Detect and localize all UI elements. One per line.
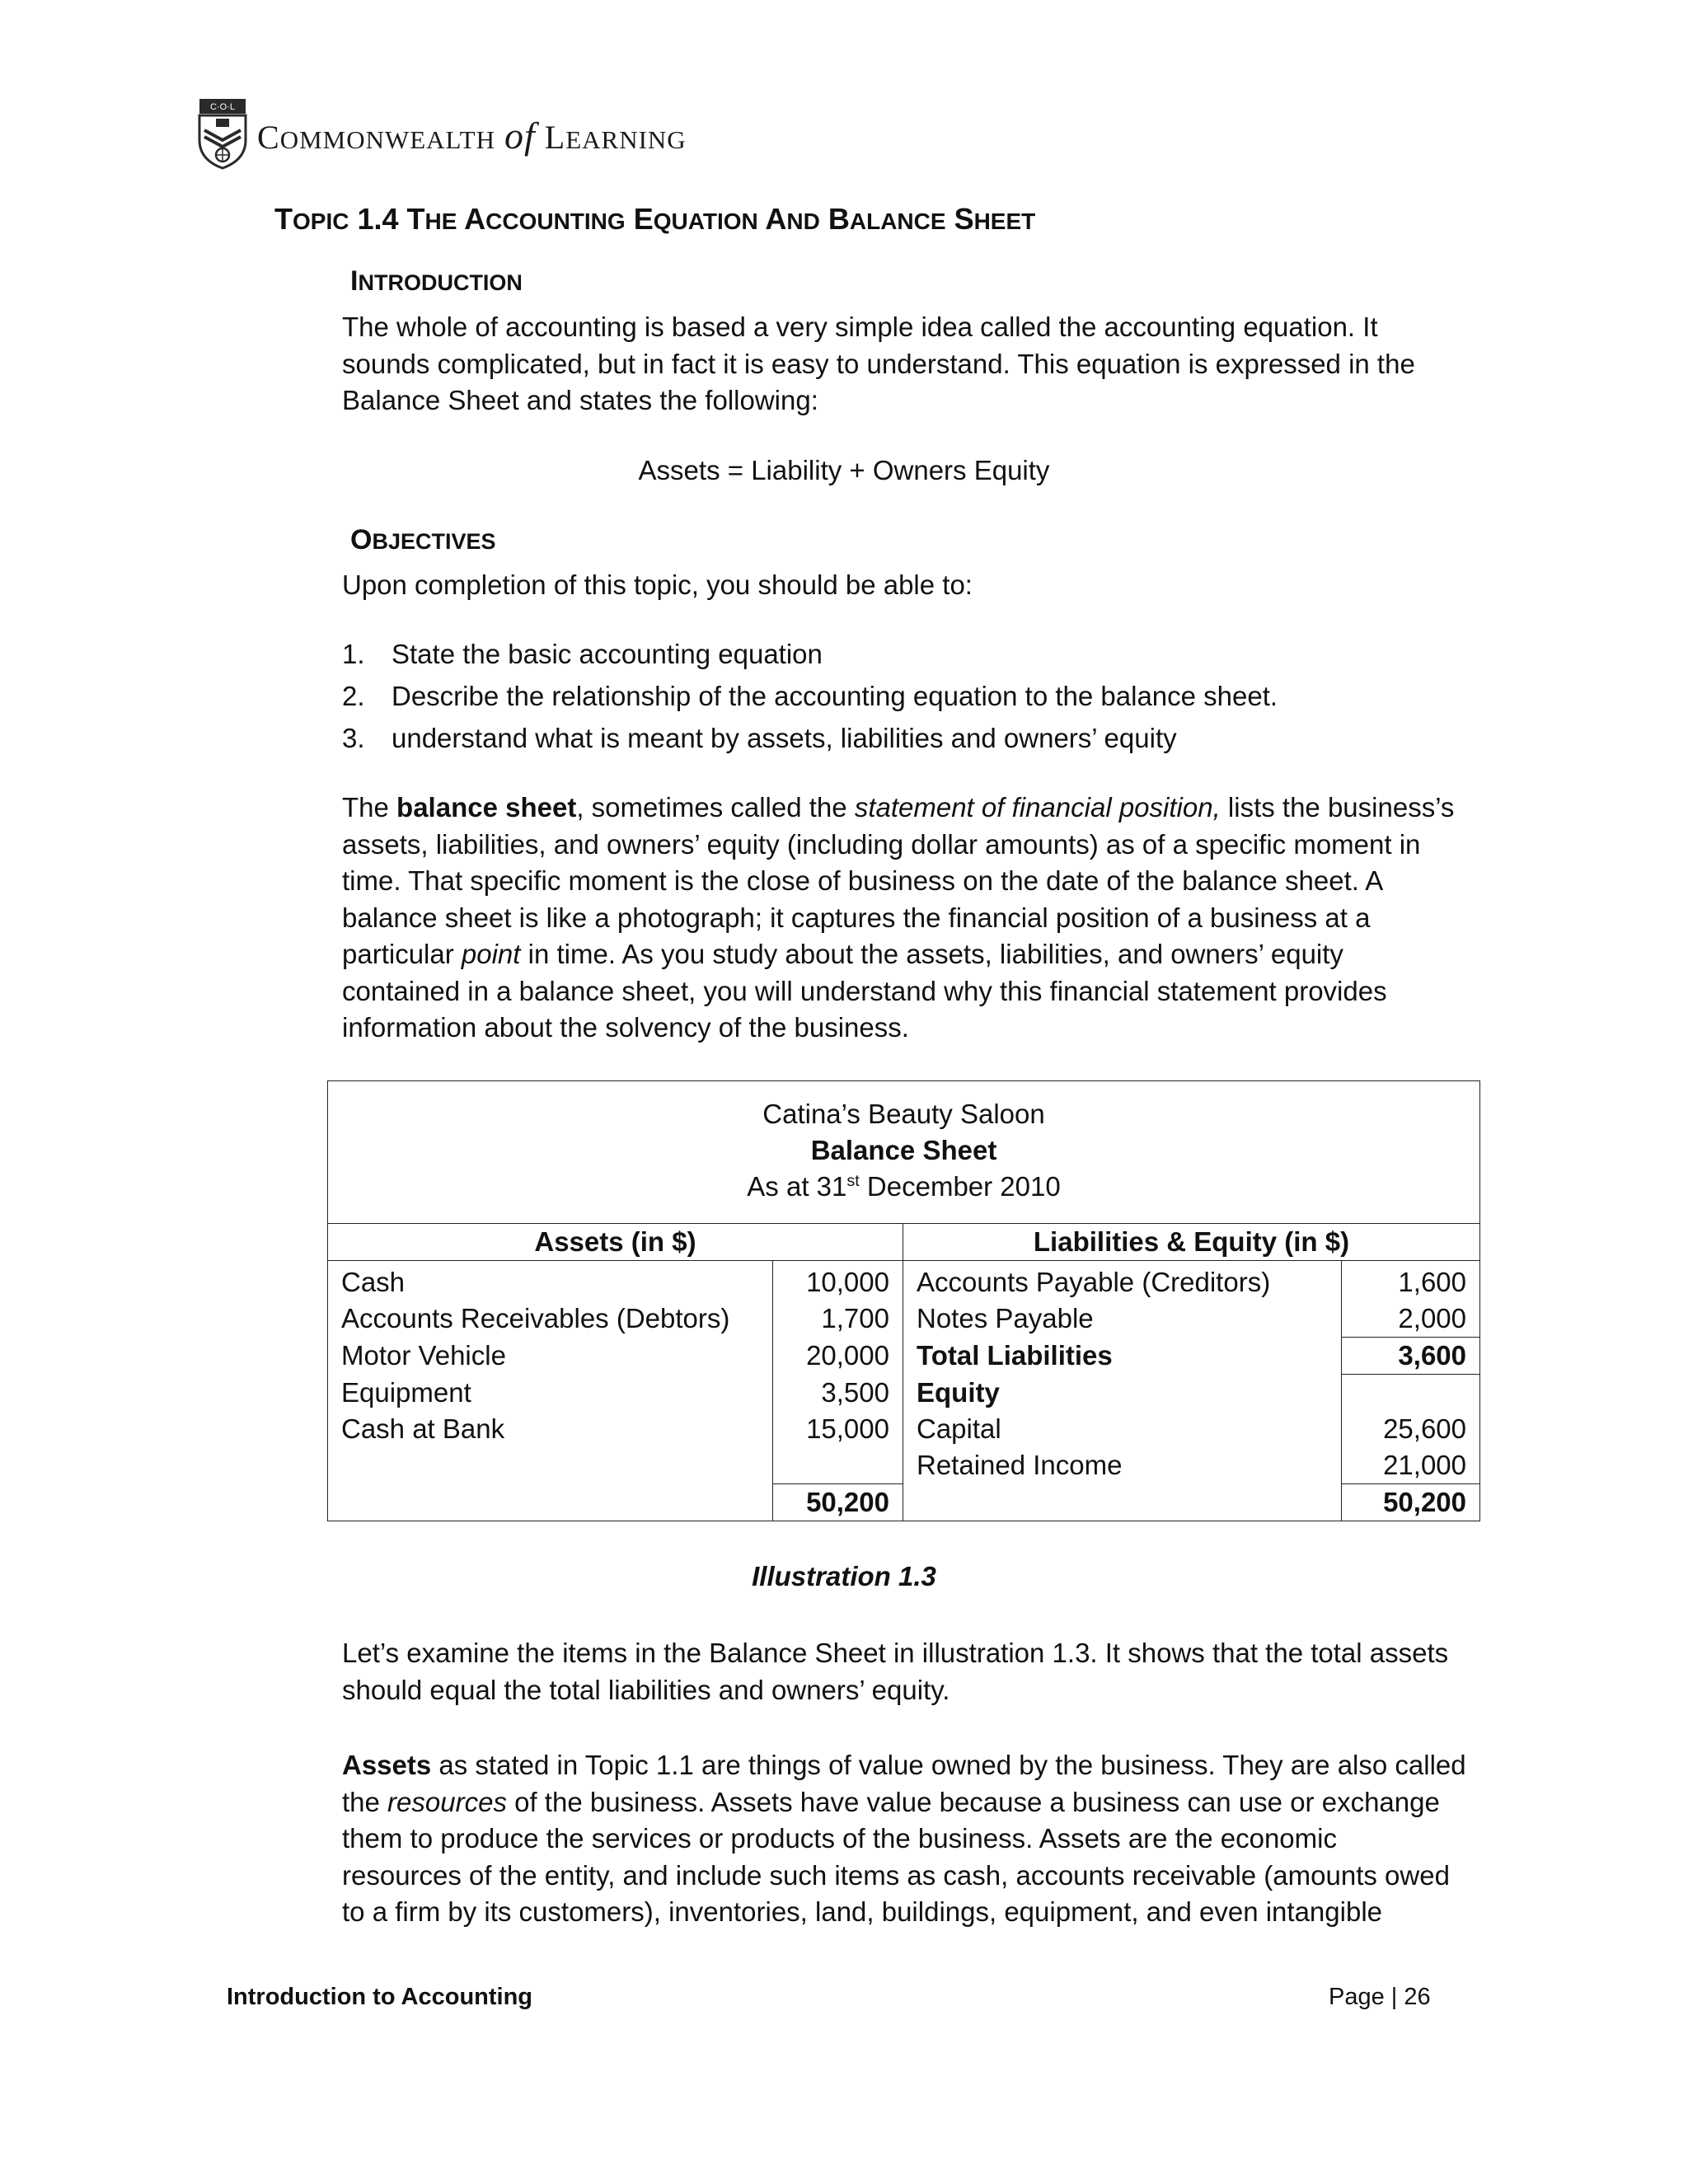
table-row: Retained Income 21,000 [328,1447,1480,1484]
intro-line: sounds complicated, but in fact it is easy to understand. This equation is expressed in the [342,348,1415,379]
col-wordmark: COMMONWEALTH of LEARNING [257,115,687,157]
topic-title: TOPIC 1.4 THE ACCOUNTING EQUATION AND BALANCE SHEET [274,202,1036,236]
list-item: 2. Describe the relationship of the accounting equation to the balance sheet. [342,681,1278,711]
liabilities-equity-total: 50,200 [1342,1484,1480,1521]
assets-total: 50,200 [773,1484,903,1521]
objectives-intro: Upon completion of this topic, you should be able to: [342,569,973,600]
intro-line: Balance Sheet and states the following: [342,385,818,415]
intro-line: The whole of accounting is based a very simple idea called the accounting equation. It [342,312,1378,342]
statement-date: As at 31st December 2010 [747,1171,1061,1202]
table-row: Motor Vehicle 20,000 Total Liabilities 3,600 [328,1338,1480,1375]
objectives-heading: OBJECTIVES [350,524,496,555]
assets-paragraph: Assets as stated in Topic 1.1 are things of value owned by the business. They are also called the resources of the business. Assets have value because a business can use or exchange them to produce the services or products of the business. Assets are the economic resources of the entity, and include such items as cash, accounts receivable (amounts owed to a firm by its customers), inventories, land, buildings, equipment, and even intangible [342,1750,1466,1927]
examine-paragraph: Let’s examine the items in the Balance Sheet in illustration 1.3. It shows that the total assets should equal the total liabilities and owners’ equity. [342,1638,1449,1705]
list-item: 1. State the basic accounting equation [342,639,823,669]
introduction-paragraph [342,309,1479,419]
balance-sheet-term: balance sheet [396,792,577,823]
assets-column-header: Assets (in $) [328,1224,903,1261]
footer-book-title: Introduction to Accounting [227,1984,533,2010]
assets-term: Assets [342,1750,432,1780]
illustration-caption: Illustration 1.3 [752,1561,936,1591]
statement-title: Balance Sheet [810,1135,997,1165]
balance-sheet-paragraph: The balance sheet, sometimes called the statement of financial position, lists the business’s assets, liabilities, and owners’ equity (including dollar amounts) as of a specific moment in time. That specific moment is the close of business on the date of the balance sheet. A balance sheet is like a photograph; it captures the financial position of a business at a particular point in time. As you study about the assets, liabilities, and owners’ equity contained in a balance sheet, you will understand why this financial statement provides information about the solvency of the business. [342,792,1455,1043]
table-row: Cash at Bank 15,000 Capital 25,600 [328,1411,1480,1447]
col-shield-logo [196,97,249,170]
objectives-list [342,636,1278,762]
accounting-equation: Assets = Liability + Owners Equity [638,455,1050,485]
company-name: Catina’s Beauty Saloon [762,1099,1045,1129]
table-row: Equipment 3,500 Equity [328,1375,1480,1412]
introduction-heading: INTRODUCTION [350,265,523,297]
table-row: Cash 10,000 Accounts Payable (Creditors) 1,600 [328,1261,1480,1301]
liabilities-column-header: Liabilities & Equity (in $) [903,1224,1480,1261]
footer-page-number: Page | 26 [1329,1984,1431,2010]
svg-text:C·O·L: C·O·L [210,102,235,112]
balance-sheet-table [327,1080,1480,1521]
list-item: 3. understand what is meant by assets, liabilities and owners’ equity [342,723,1177,753]
table-row-totals [328,1484,1480,1521]
table-row: Accounts Receivables (Debtors) 1,700 Notes Payable 2,000 [328,1301,1480,1338]
balance-sheet-header [328,1081,1480,1224]
